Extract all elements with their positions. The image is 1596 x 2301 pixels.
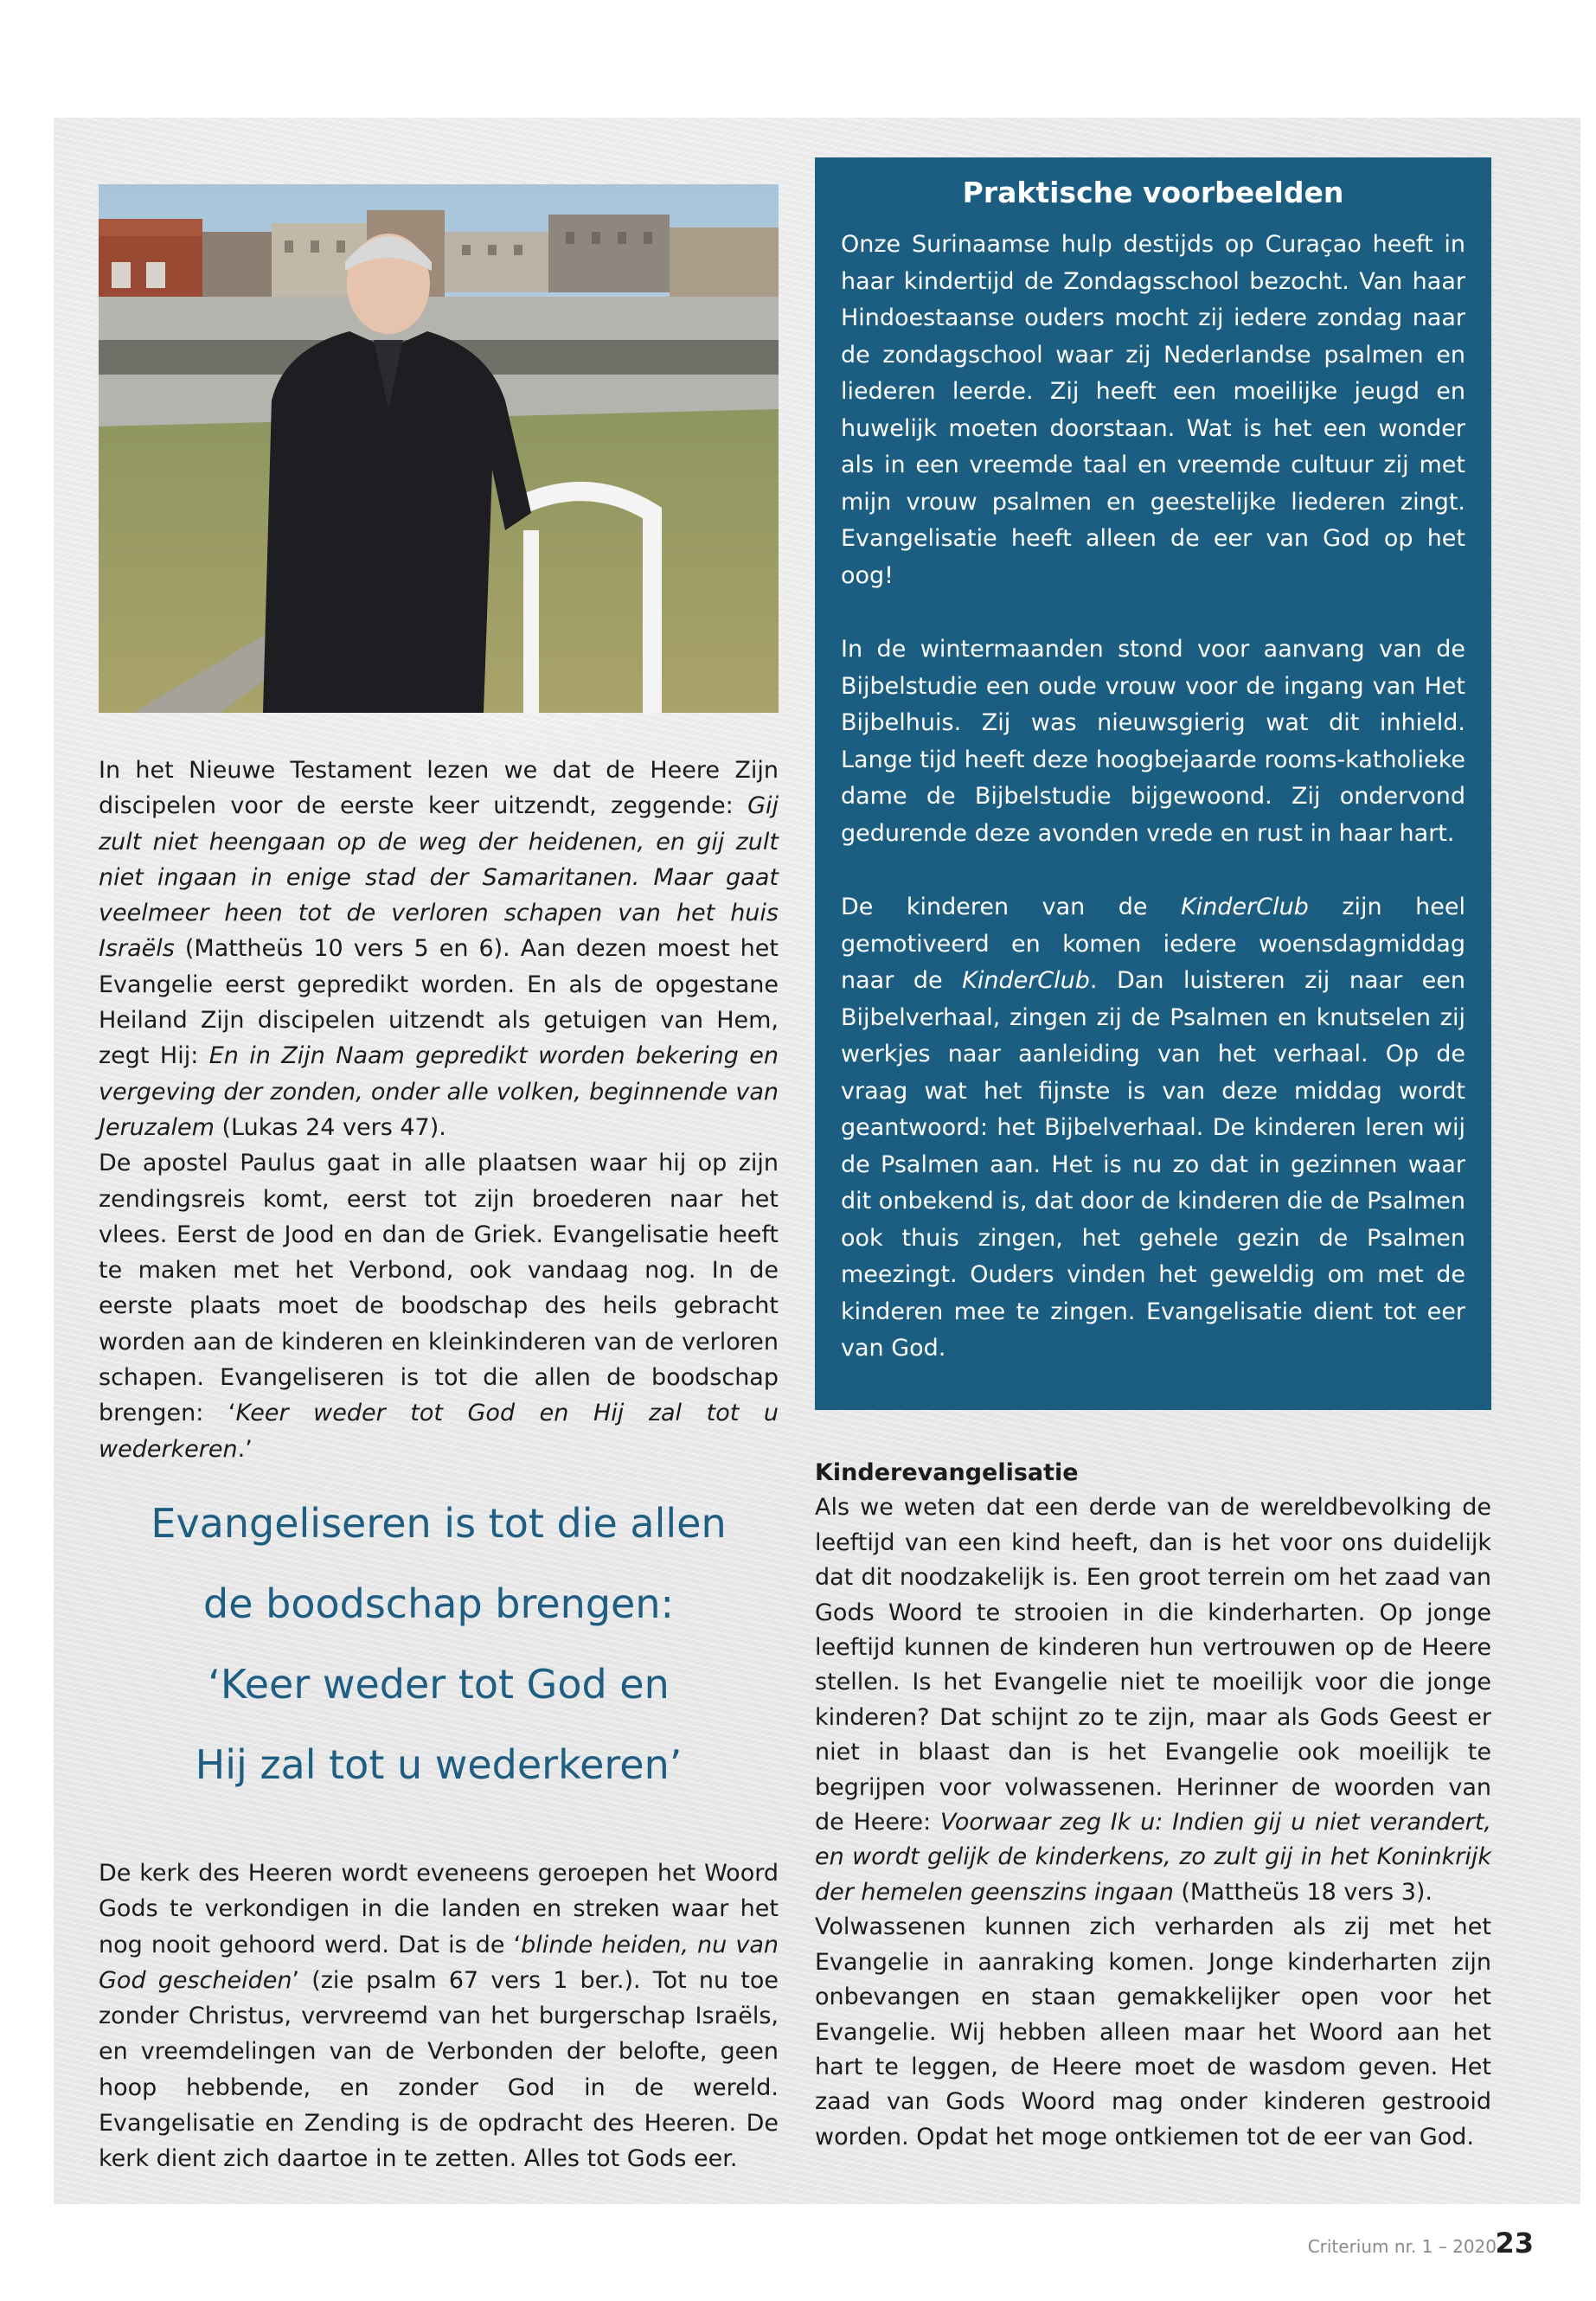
pull-quote-line: de boodschap brengen: [203,1580,674,1627]
left-column-top [99,753,779,1467]
italic-quote: Keer weder tot God en Hij zal tot u wederkeren [99,1400,779,1463]
box-paragraph-1: Onze Surinaamse hulp destijds op Curaçao heeft in haar kindertijd de Zondagsschool bezocht. Van haar Hindoestaanse ouders mocht zij iedere zondag naar de zondagschool waar zij Nederlandse psalmen en liederen leerde. Zij heeft een moeilijke jeugd en huwelijk moeten doorstaan. Wat is het een wonder als in een vreemde taal en vreemde cultuur zij met mijn vrouw psalmen en geestelijke liederen zingt. Evangelisatie heeft alleen de eer van God op het oog! [841,231,1465,589]
publication-footer: Criterium nr. 1 – 2020 [1307,2236,1497,2257]
pull-quote-line: ‘Keer weder tot God en [208,1661,670,1708]
kerk-paragraph: De kerk des Heeren wordt eveneens geroepen het Woord Gods te verkondigen in die landen en streken waar het nog nooit gehoord werd. Dat is de ‘blinde heiden, nu van God gescheiden’ (zie psalm 67 vers 1 ber.). Tot nu toe zonder Christus, vervreemd van het burgerschap Israëls, en vreemdelingen van de Verbonden der belofte, geen hoop hebbende, en zonder God in de wereld. Evangelisatie en Zending is de opdracht des Heeren. De kerk dient zich daartoe in te zetten. Alles tot Gods eer. [99,1860,779,2173]
practical-examples-box [815,157,1491,1410]
italic-quote: KinderClub [1181,894,1309,920]
italic-quote: En in Zijn Naam gepredikt worden bekering en vergeving der zonden, onder alle volken, beginnende van Jeruzalem [99,1042,779,1141]
italic-quote: Voorwaar zeg Ik u: Indien gij u niet verandert, en wordt gelijk de kinderkens, zo zult gij in het Koninkrijk der hemelen geenszins ingaan [815,1809,1491,1906]
pull-quote [99,1484,779,1805]
right-column-bottom [815,1456,1491,2155]
intro-paragraph: In het Nieuwe Testament lezen we dat de Heere Zijn discipelen voor de eerste keer uitzendt, zeggende: Gij zult niet heengaan op de weg der heidenen, en gij zult niet ingaan in enige stad der Samaritanen. Maar gaat veelmeer heen tot de verloren schapen van het huis Israëls (Mattheüs 10 vers 5 en 6). Aan dezen moest het Evangelie eerst gepredikt worden. En als de opgestane Heiland Zijn discipelen uitzendt als getuigen van Hem, zegt Hij: En in Zijn Naam gepredikt worden bekering en vergeving der zonden, onder alle volken, beginnende van Jeruzalem (Lukas 24 vers 47). [99,757,779,1141]
italic-quote: Gij zult niet heengaan op de weg der heidenen, en gij zult niet ingaan in enige stad der Samaritanen. Maar gaat veelmeer heen tot de verloren schapen van het huis Israëls [99,792,779,963]
page-number: 23 [1495,2227,1534,2259]
pull-quote-line: Evangeliseren is tot die allen [151,1500,727,1547]
kinder-paragraph-2: Volwassenen kunnen zich verharden als zij met het Evangelie in aanraking komen. Jonge kinderharten zijn onbevangen en staan gemakkelijker open voor het Evangelie. Wij hebben alleen maar het Woord aan het hart te leggen, de Heere moet de wasdom geven. Het zaad van Gods Woord mag onder kinderen gestrooid worden. Opdat het moge ontkiemen tot de eer van God. [815,1913,1491,2150]
italic-quote: KinderClub [962,967,1090,994]
section-heading: Kinderevangelisatie [815,1459,1079,1486]
paulus-paragraph: De apostel Paulus gaat in alle plaatsen waar hij op zijn zendingsreis komt, eerst tot zijn broederen naar het vlees. Eerst de Jood en dan de Griek. Evangelisatie heeft te maken met het Verbond, ook vandaag nog. In de eerste plaats moet de boodschap des heils gebracht worden aan de kinderen en kleinkinderen van de verloren schapen. Evangeliseren is tot die allen de boodschap brengen: ‘Keer weder tot God en Hij zal tot u wederkeren.’ [99,1150,779,1463]
box-title: Praktische voorbeelden [962,176,1344,209]
left-column-bottom [99,1856,779,2177]
photo-icon [99,184,779,713]
box-paragraph-2: In de wintermaanden stond voor aanvang van de Bijbelstudie een oude vrouw voor de ingang van Het Bijbelhuis. Zij was nieuwsgierig wat dit inhield. Lange tijd heeft deze hoogbejaarde rooms-katholieke dame de Bijbelstudie bijgewoond. Zij ondervond gedurende deze avonden vrede en rust in haar hart. [841,636,1465,847]
box-paragraph-3: De kinderen van de KinderClub zijn heel gemotiveerd en komen iedere woensdagmiddag naar de KinderClub. Dan luisteren zij naar een Bijbelverhaal, zingen zij de Psalmen en knutselen zij werkjes naar aanleiding van het verhaal. Op de vraag wat het fijnste is van deze middag wordt geantwoord: het Bijbelverhaal. De kinderen leren wij de Psalmen aan. Het is nu zo dat in gezinnen waar dit onbekend is, dat door de kinderen die de Psalmen ook thuis zingen, het gehele gezin de Psalmen meezingt. Ouders vinden het geweldig om met de kinderen mee te zingen. Evangelisatie dient tot eer van God. [841,894,1466,1362]
italic-quote: blinde heiden, nu van God gescheiden [99,1931,779,1994]
kinder-paragraph-1: Als we weten dat een derde van de wereldbevolking de leeftijd van een kind heeft, dan is het voor ons duidelijk dat dit noodzakelijk is. Een groot terrein om het zaad van Gods Woord te strooien in die kinderharten. Op jonge leeftijd kunnen de kinderen hun vertrouwen op de Heere stellen. Is het Evangelie niet te moeilijk voor die jonge kinderen? Dat schijnt zo te zijn, maar als Gods Geest er niet in blaast dan is het Evangelie ook moeilijk te begrijpen voor volwassenen. Herinner de woorden van de Heere: Voorwaar zeg Ik u: Indien gij u niet verandert, en wordt gelijk de kinderkens, zo zult gij in het Koninkrijk der hemelen geenszins ingaan (Mattheüs 18 vers 3). [815,1494,1491,1906]
article-photo [99,184,779,713]
pull-quote-line: Hij zal tot u wederkeren’ [195,1741,683,1788]
